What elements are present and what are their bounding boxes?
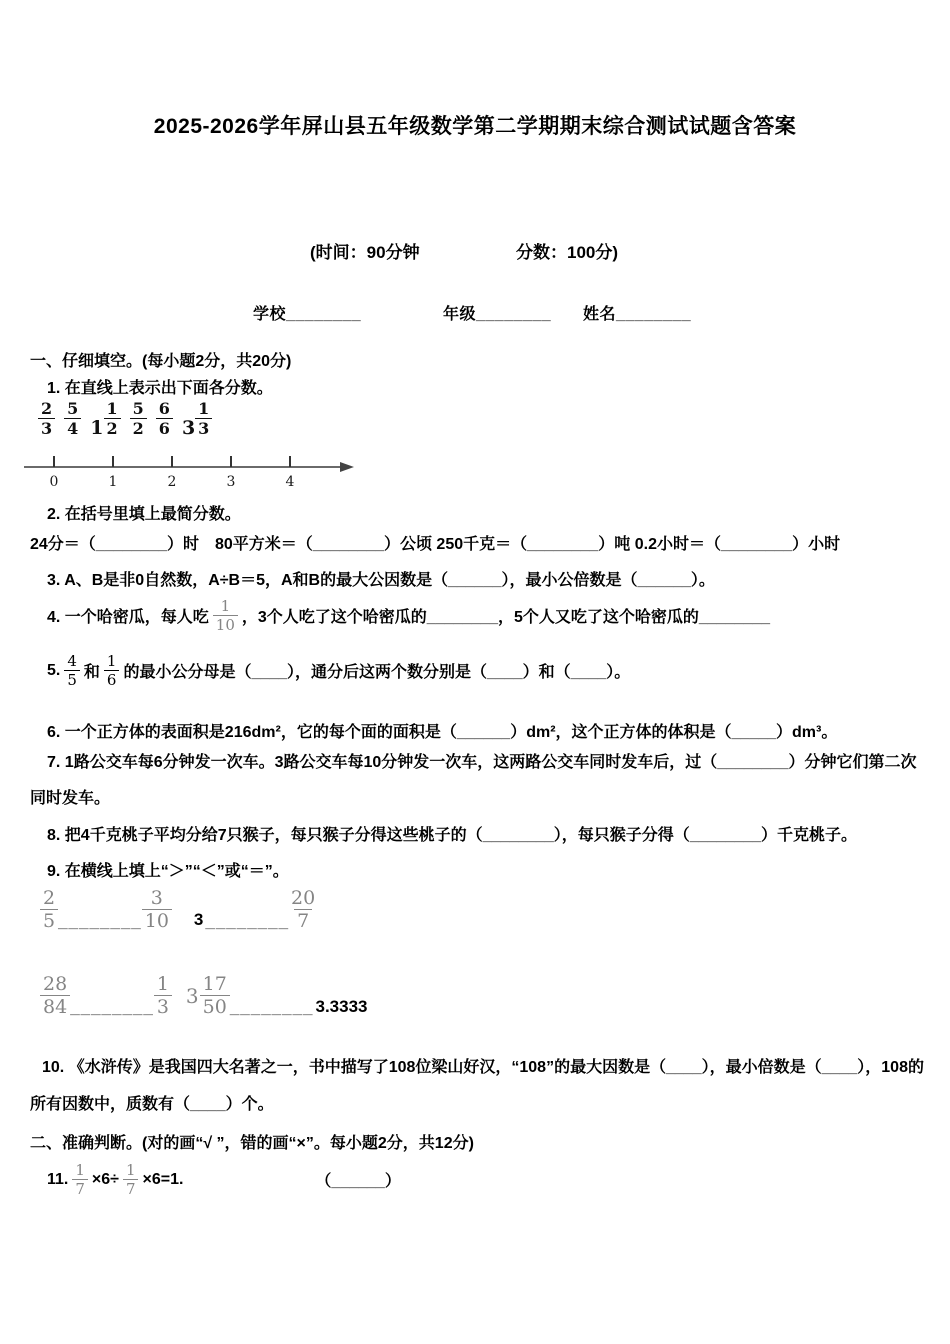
fraction <box>156 400 173 437</box>
time-label: (时间：90分钟 <box>310 243 420 262</box>
fraction-numerator: 3 <box>150 887 163 909</box>
judgement-answer-blank: （______） <box>315 1173 401 1190</box>
fraction <box>104 400 121 437</box>
fraction-numerator: 5 <box>67 399 79 418</box>
arrow-icon <box>340 462 354 472</box>
question-6-text: 6. 一个正方体的表面积是216dm²，它的每个面的面积是（______）dm²，这个正方体的体积是（_____）dm³。 <box>47 724 838 741</box>
mixed-number <box>186 974 230 1018</box>
fraction-denominator: 6 <box>104 670 120 689</box>
fraction <box>72 1162 88 1197</box>
fraction-denominator: 2 <box>130 418 147 438</box>
question-11-operator: ×6÷ <box>91 1170 119 1188</box>
fraction-numerator: 1 <box>106 652 117 670</box>
question-10-text: 10. 《水浒传》是我国四大名著之一，书中描写了108位梁山好汉，“108”的最大因数是（____），最小倍数是（____），108的所有因数中，质数有（____）个。 <box>30 1059 924 1113</box>
question-9-text: 9. 在横线上填上“＞”“＜”或“＝”。 <box>47 863 289 880</box>
mixed-number <box>90 399 120 440</box>
fraction-numerator: 5 <box>132 399 144 418</box>
decimal-value: 3.3333 <box>315 997 368 1017</box>
fraction-denominator: 7 <box>294 909 312 932</box>
whole-part: 3 <box>185 983 199 1008</box>
fraction-denominator: 3 <box>38 418 55 438</box>
fraction-numerator: 6 <box>158 399 170 418</box>
fraction <box>40 888 58 932</box>
compare-blank: ________ <box>58 912 142 932</box>
question-2-conversions: 24分＝（________）时 80平方米＝（________）公顷 250千克＝（________）吨 0.2小时＝（________）小时 <box>30 536 841 553</box>
fraction-numerator: 4 <box>67 652 77 670</box>
fraction-denominator: 10 <box>142 909 172 932</box>
number-line <box>22 452 357 494</box>
tick-label: 0 <box>49 474 59 490</box>
fraction <box>289 888 317 932</box>
whole-part: 3 <box>181 417 196 440</box>
tick-label: 4 <box>285 474 295 490</box>
question-11-number: 11. <box>47 1170 69 1188</box>
fraction <box>38 400 55 437</box>
question-1-fractions <box>38 399 212 440</box>
question-3-text: 3. A、B是非0自然数，A÷B＝5，A和B的最大公因数是（______），最小公倍数是（______）。 <box>47 572 715 589</box>
fraction <box>123 1162 139 1197</box>
fraction-numerator: 1 <box>125 1161 136 1179</box>
question-9-compare-row-1 <box>40 888 317 932</box>
fraction-numerator: 1 <box>220 597 231 615</box>
tick-label: 1 <box>108 474 118 490</box>
fraction-denominator: 4 <box>64 418 81 438</box>
fraction <box>154 974 172 1018</box>
section1-heading: 一、仔细填空。(每小题2分，共20分) <box>30 353 292 370</box>
compare-blank: ________ <box>205 912 290 932</box>
fraction-denominator: 7 <box>72 1179 88 1198</box>
fraction <box>104 653 120 688</box>
question-4-text-post: ，3个人吃了这个哈密瓜的________，5个人又吃了这个哈密瓜的________ <box>241 609 771 626</box>
compare-blank: ________ <box>229 998 314 1018</box>
section2-heading: 二、准确判断。(对的画“√ ”，错的画“×”。每小题2分，共12分) <box>30 1135 474 1152</box>
name-field: 姓名________ <box>583 306 692 323</box>
question-11-row <box>47 1162 401 1197</box>
fraction-denominator: 6 <box>156 418 173 438</box>
fraction-numerator: 1 <box>75 1161 85 1179</box>
fraction <box>40 974 70 1018</box>
fraction-numerator: 1 <box>198 399 210 418</box>
grade-field: 年级________ <box>443 306 552 323</box>
page-title: 2025-2026学年屏山县五年级数学第二学期期末综合测试试题含答案 <box>153 115 797 138</box>
fraction <box>142 888 172 932</box>
fraction <box>195 400 212 437</box>
fraction-numerator: 17 <box>202 973 227 995</box>
fraction-numerator: 1 <box>156 973 169 995</box>
whole-part: 1 <box>90 417 104 440</box>
fraction <box>130 400 147 437</box>
tick-label: 2 <box>167 474 177 490</box>
fraction-denominator: 10 <box>213 615 238 634</box>
school-field: 学校________ <box>253 306 362 323</box>
question-2-text: 2. 在括号里填上最简分数。 <box>47 506 241 523</box>
fraction-numerator: 20 <box>291 887 316 909</box>
fraction-denominator: 7 <box>123 1179 139 1198</box>
question-5-row <box>47 653 630 688</box>
fraction <box>213 598 238 633</box>
integer-value: 3 <box>193 910 204 930</box>
question-4-row <box>47 598 770 633</box>
question-4-text-pre: 4. 一个哈密瓜，每人吃 <box>47 609 209 626</box>
compare-blank: ________ <box>70 998 154 1018</box>
fraction <box>64 653 80 688</box>
fraction-denominator: 5 <box>64 670 80 689</box>
question-5-number: 5. <box>47 661 61 679</box>
fraction-denominator: 50 <box>200 995 230 1018</box>
question-1-text: 1. 在直线上表示出下面各分数。 <box>47 380 273 397</box>
fraction-numerator: 2 <box>43 887 56 909</box>
fraction-denominator: 2 <box>104 418 121 438</box>
fraction <box>200 974 230 1018</box>
question-9-compare-row-2 <box>40 974 367 1018</box>
fraction-numerator: 28 <box>43 973 68 995</box>
fraction-numerator: 2 <box>41 399 53 418</box>
question-11-equation-end: ×6=1. <box>142 1170 184 1188</box>
fraction-denominator: 3 <box>195 418 212 438</box>
score-label: 分数：100分) <box>516 243 619 262</box>
question-7-text: 7. 1路公交车每6分钟发一次车。3路公交车每10分钟发一次车，这两路公交车同时发车后，过（________）分钟它们第二次同时发车。 <box>30 754 917 807</box>
question-8-text: 8. 把4千克桃子平均分给7只猴子，每只猴子分得这些桃子的（________），每只猴子分得（________）千克桃子。 <box>47 827 857 844</box>
tick-label: 3 <box>226 474 236 490</box>
fraction-denominator: 84 <box>40 995 70 1018</box>
question-5-text-mid: 和 <box>83 664 100 681</box>
fraction-numerator: 1 <box>106 399 118 418</box>
fraction <box>64 400 81 437</box>
fraction-denominator: 3 <box>154 995 172 1018</box>
mixed-number <box>181 399 212 440</box>
question-5-text-post: 的最小公分母是（____），通分后这两个数分别是（____）和（____）。 <box>123 664 631 681</box>
fraction-denominator: 5 <box>40 909 58 932</box>
